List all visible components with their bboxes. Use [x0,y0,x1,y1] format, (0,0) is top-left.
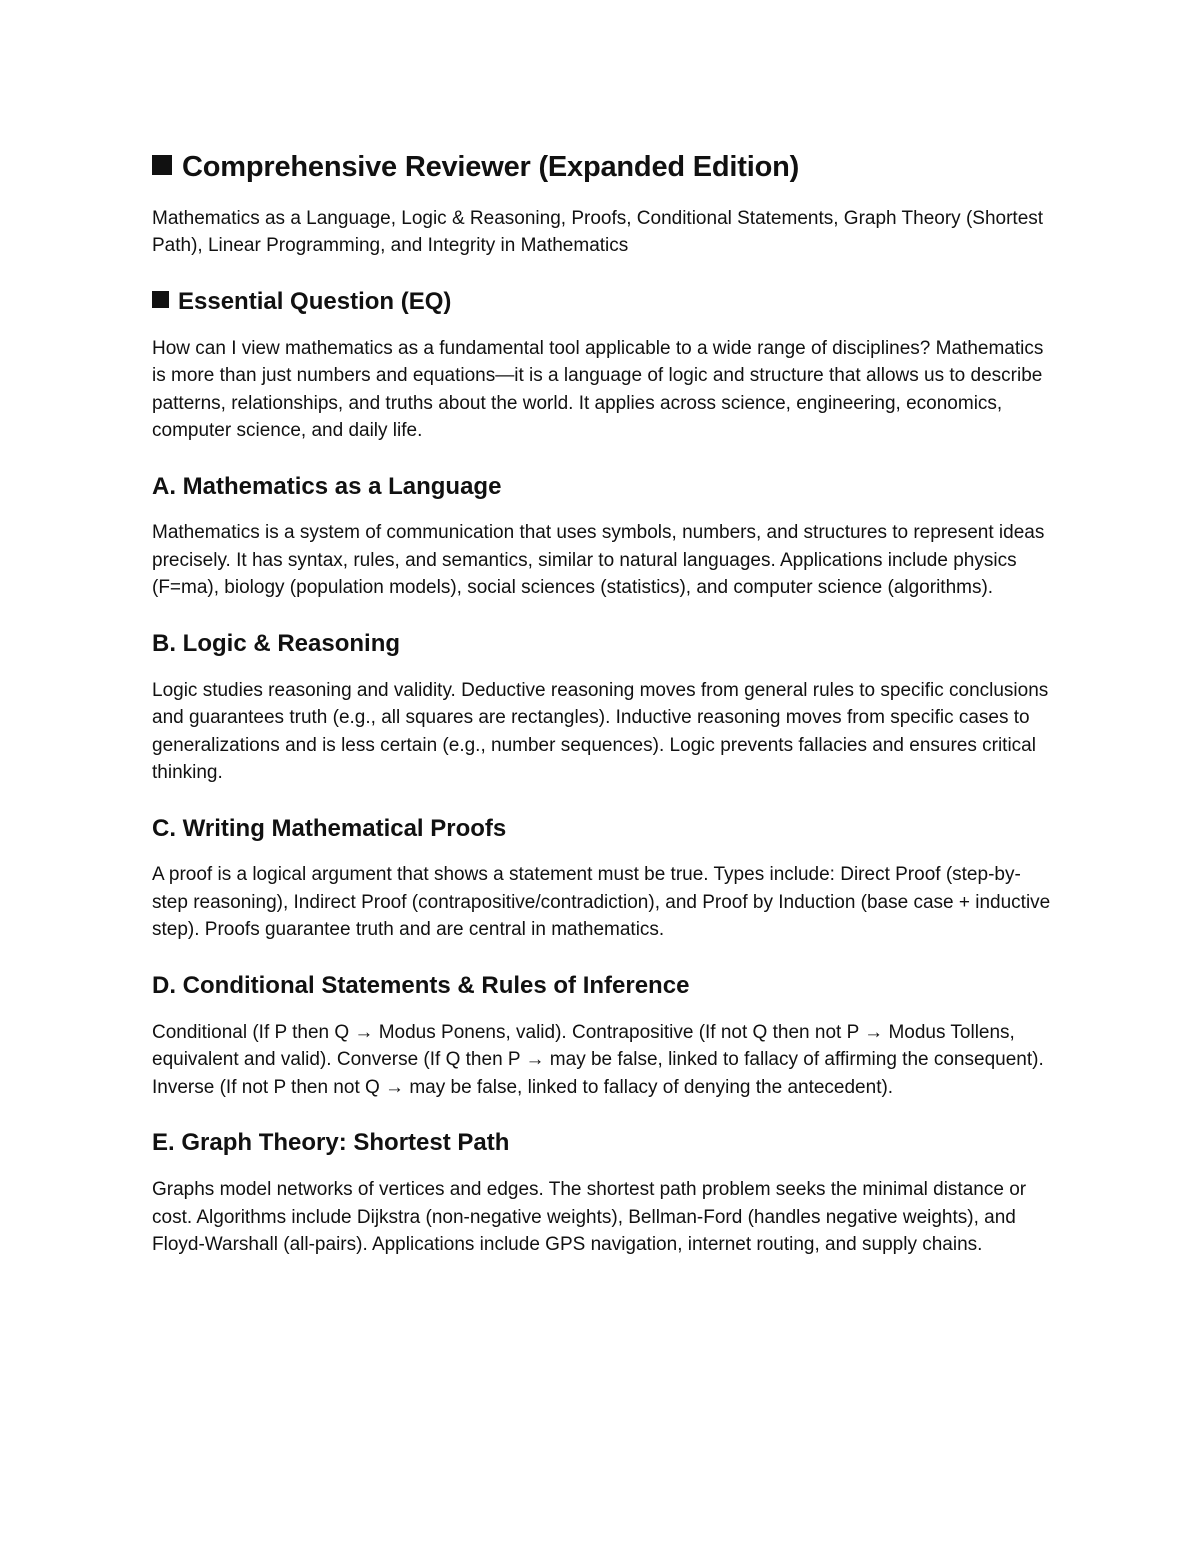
section-c-body: A proof is a logical argument that shows a statement must be true. Types include: Direct Proof (step-by-step reasoning), Indirect Proof (contrapositive/contradiction), and Proof by Induction (base case + inductive step). Proofs guarantee truth and are central in mathematics. [152,864,1051,941]
document-subtitle: Mathematics as a Language, Logic & Reasoning, Proofs, Conditional Statements, Graph Theory (Shortest Path), Linear Programming, and Integrity in Mathematics [152,207,1044,257]
section-a-heading: A. Mathematics as a Language [152,472,502,500]
section-b-body: Logic studies reasoning and validity. Deductive reasoning moves from general rules to specific conclusions and guarantees truth (e.g., all squares are rectangles). Inductive reasoning moves from specific cases to generalizations and is less certain (e.g., number sequences). Logic prevents fallacies and ensures critical thinking. [152,679,1049,784]
square-bullet-icon [152,155,172,175]
section-e-heading: E. Graph Theory: Shortest Path [152,1129,510,1157]
eq-body: How can I view mathematics as a fundamental tool applicable to a wide range of disciplines? Mathematics is more than just numbers and equations—it is a language of logic and structure that allows us to describe patterns, relationships, and truths about the world. It applies across science, engineering, economics, computer science, and daily life. [152,337,1044,442]
eq-heading [152,288,1052,317]
section-d-body: Conditional (If P then Q → Modus Ponens, valid). Contrapositive (If not Q then not P → Modus Tollens, equivalent and valid). Converse (If Q then P → may be false, linked to fallacy of affirming the consequent). Inverse (If not P then not Q → may be false, linked to fallacy of denying the antecedent). [152,1021,1044,1098]
document-title [152,150,1052,185]
section-c-heading: C. Writing Mathematical Proofs [152,814,507,842]
section-d-heading: D. Conditional Statements & Rules of Inference [152,971,690,999]
document-page [152,150,1052,1287]
eq-heading-text: Essential Question (EQ) [178,287,452,315]
section-e-body: Graphs model networks of vertices and edges. The shortest path problem seeks the minimal distance or cost. Algorithms include Dijkstra (non-negative weights), Bellman-Ford (handles negative weights), and Floyd-Warshall (all-pairs). Applications include GPS navigation, internet routing, and supply chains. [152,1179,1027,1256]
square-bullet-icon [152,291,169,308]
document-title-text: Comprehensive Reviewer (Expanded Edition) [182,151,800,183]
section-a-body: Mathematics is a system of communication that uses symbols, numbers, and structures to represent ideas precisely. It has syntax, rules, and semantics, similar to natural languages. Applications include physics (F=ma), biology (population models), social sciences (statistics), and computer science (algorithms). [152,522,1045,599]
section-b-heading: B. Logic & Reasoning [152,629,401,657]
